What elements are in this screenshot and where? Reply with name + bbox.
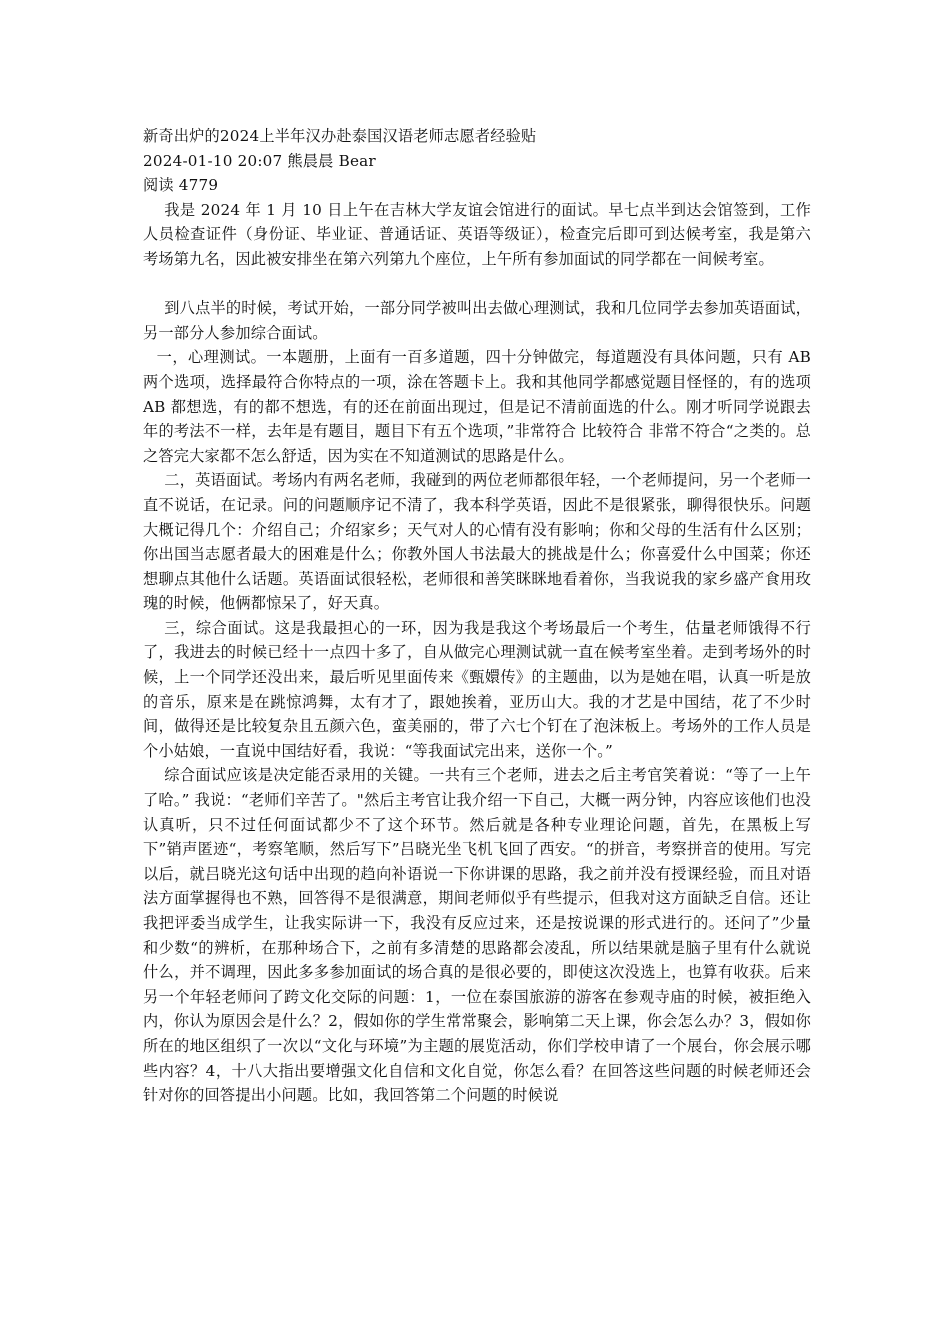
article-read-count: 阅读 4779 xyxy=(143,176,219,195)
paragraph-intro: 我是 2024 年 1 月 10 日上午在吉林大学友谊会馆进行的面试。早七点半到达会馆签到，工作人员检查证件（身份证、毕业证、普通话证、英语等级证），检查完后即可到达候考室，我是第六考场第九名，因此被安排坐在第六列第九个座位，上午所有参加面试的同学都在一间候考室。 xyxy=(143,200,811,268)
paragraph-psych-test: 一，心理测试。一本题册，上面有一百多道题，四十分钟做完，每道题没有具体问题，只有 AB 两个选项，选择最符合你特点的一项，涂在答题卡上。我和其他同学都感觉题目怪怪的，有的选项 AB 都想选，有的都不想选，有的还在前面出现过，但是记不清前面选的什么。刚才听同学说跟去年的考法不一样，去年是有题目，题目下有五个选项，”非常符合 比较符合 非常不符合“之类的。总之答完大家都不怎么舒适，因为实在不知道测试的思路是什么。 xyxy=(143,348,811,465)
paragraph-comprehensive-interview: 三，综合面试。这是我最担心的一环，因为我是我这个考场最后一个考生，估量老师饿得不行了，我进去的时候已经十一点四十多了，自从做完心理测试就一直在候考室坐着。走到考场外的时候，上一个同学还没出来，最后听见里面传来《甄嬛传》的主题曲，以为是她在唱，认真一听是放的音乐，原来是在跳惊鸿舞，太有才了，跟她挨着，亚历山大。我的才艺是中国结，花了不少时间，做得还是比较复杂且五颜六色，蛮美丽的，带了六七个钉在了泡沫板上。考场外的工作人员是个小姑娘，一直说中国结好看，我说：“等我面试完出来，送你一个。” xyxy=(143,618,811,760)
paragraph-english-interview: 二，英语面试。考场内有两名老师，我碰到的两位老师都很年轻，一个老师提问，另一个老师一直不说话，在记录。问的问题顺序记不清了，我本科学英语，因此不是很紧张，聊得很快乐。问题大概记得几个：介绍自己；介绍家乡；天气对人的心情有没有影响；你和父母的生活有什么区别；你出国当志愿者最大的困难是什么；你教外国人书法最大的挑战是什么；你喜爱什么中国菜；你还想聊点其他什么话题。英语面试很轻松，老师很和善笑眯眯地看着你，当我说我的家乡盛产食用玫瑰的时候，他俩都惊呆了，好天真。 xyxy=(143,471,811,613)
paragraph-gap xyxy=(143,272,811,297)
article-title: 新奇出炉的2024上半年汉办赴泰国汉语老师志愿者经验贴 xyxy=(143,127,537,145)
paragraph-comprehensive-details: 综合面试应该是决定能否录用的关键。一共有三个老师，进去之后主考官笑着说：“等了一上午了哈。” 我说：“老师们辛苦了。"然后主考官让我介绍一下自己，大概一两分钟，内容应该他们也没认真听，只不过任何面试都少不了这个环节。然后就是各种专业理论问题，首先，在黑板上写下”销声匿迹“，考察笔顺，然后写下”吕晓光坐飞机飞回了西安。“的拼音，考察拼音的使用。写完以后，就吕晓光这句话中出现的趋向补语说一下你讲课的思路，我之前并没有授课经验，而且对语法方面掌握得也不熟，回答得不是很满意，期间老师似乎有些提示，但我对这方面缺乏自信。还让我把评委当成学生，让我实际讲一下，我没有反应过来，还是按说课的形式进行的。还问了”少量和少数“的辨析，在那种场合下，之前有多清楚的思路都会凌乱，所以结果就是脑子里有什么就说什么，并不调理，因此多多参加面试的场合真的是很必要的，即使这次没选上，也算有收获。后来另一个年轻老师问了跨文化交际的问题：1，一位在泰国旅游的游客在参观寺庙的时候，被拒绝入内，你认为原因会是什么？2，假如你的学生常常聚会，影响第二天上课，你会怎么办？3，假如你所在的地区组织了一次以“文化与环境”为主题的展览活动，你们学校申请了一个展台，你会展示哪些内容？4，十八大指出要增强文化自信和文化自觉，你怎么看？在回答这些问题的时候老师还会针对你的回答提出小问题。比如，我回答第二个问题的时候说 xyxy=(143,766,811,1105)
article-date-author: 2024-01-10 20:07 熊晨晨 Bear xyxy=(143,151,376,170)
paragraph-exam-start: 到八点半的时候，考试开始，一部分同学被叫出去做心理测试，我和几位同学去参加英语面试，另一部分人参加综合面试。 xyxy=(143,299,811,342)
document-page xyxy=(143,124,811,1108)
